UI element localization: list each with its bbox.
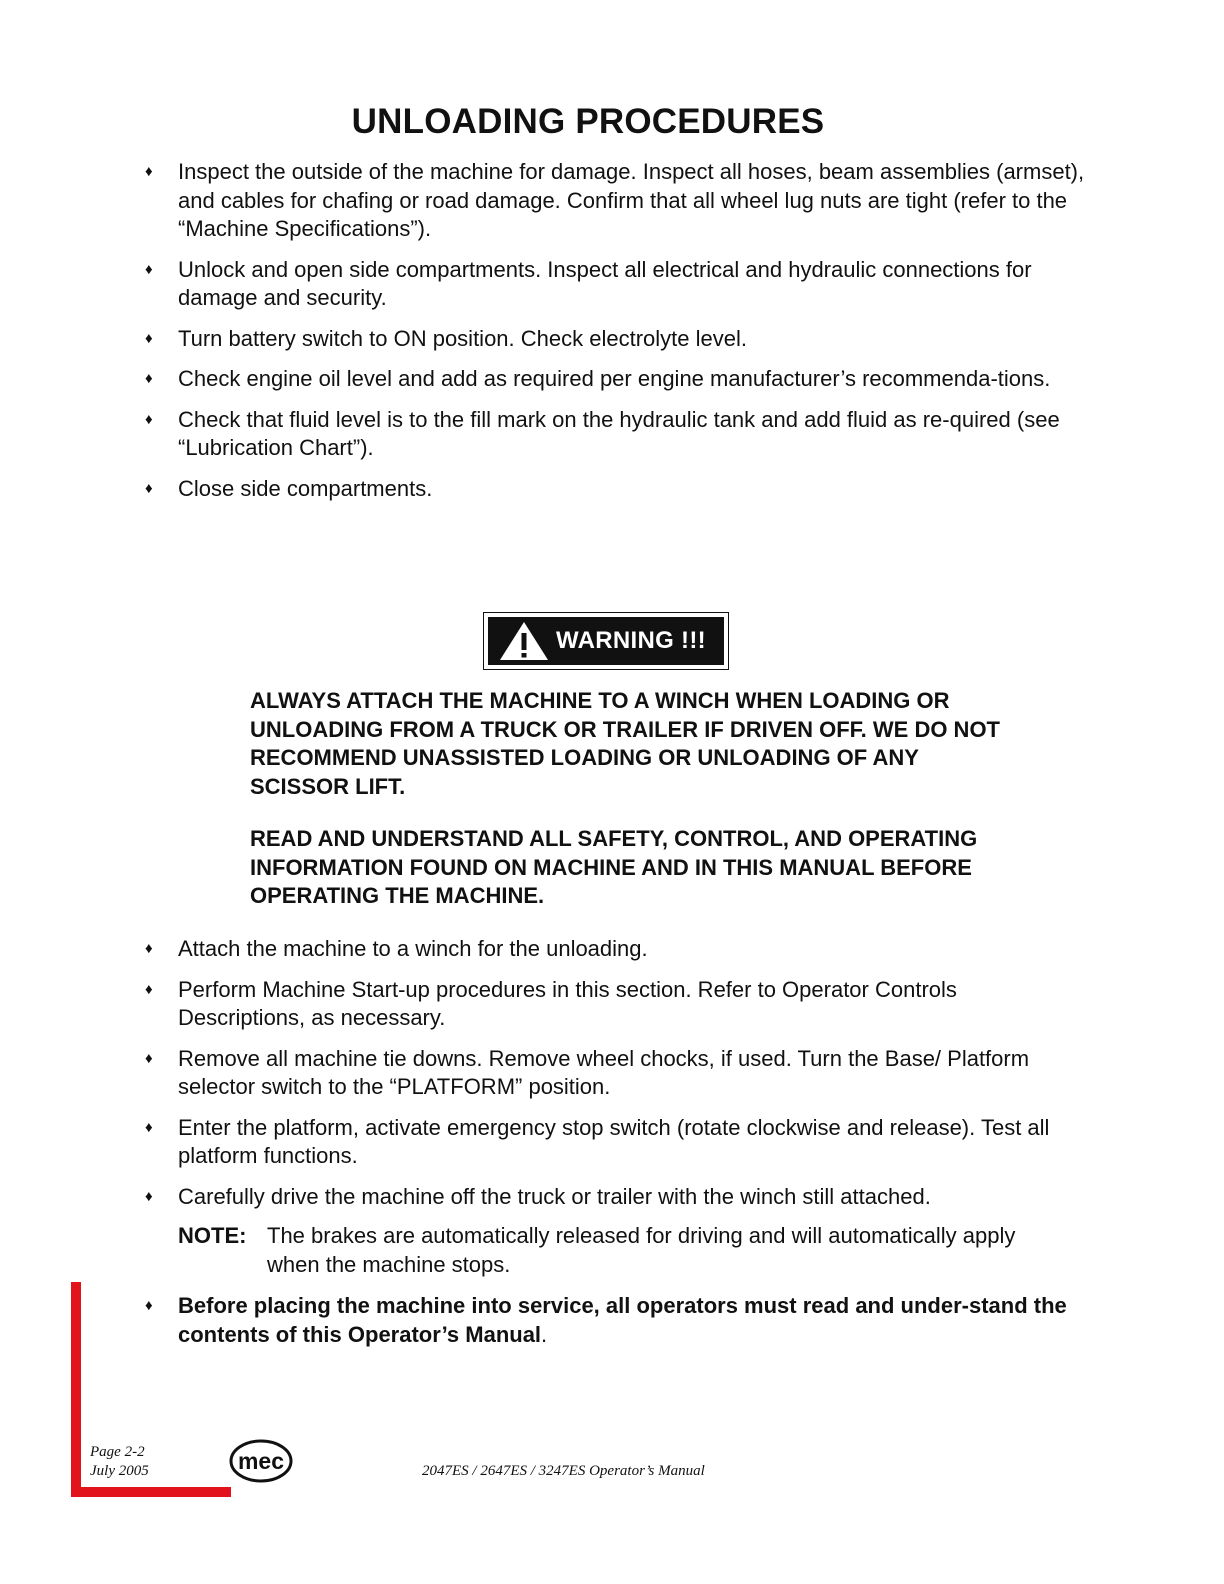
diamond-bullet-icon: ♦ (145, 1049, 153, 1067)
diamond-bullet-icon: ♦ (145, 1297, 153, 1314)
list-item: ♦ Before placing the machine into service, all operators must read and under-stand the contents of this Operator’s Manual. (145, 1293, 1067, 1347)
unloading-steps-list (145, 935, 1085, 1223)
list-item: ♦ Turn battery switch to ON position. Check electrolyte level. (145, 325, 1085, 354)
list-item: ♦ Carefully drive the machine off the truck or trailer with the winch still attached. (145, 1183, 1085, 1212)
list-item: ♦ Check that fluid level is to the fill mark on the hydraulic tank and add fluid as re-quired (see “Lubrication Chart”). (145, 406, 1060, 460)
diamond-bullet-icon: ♦ (145, 1187, 153, 1205)
svg-text:mec: mec (237, 1448, 285, 1474)
diamond-bullet-icon: ♦ (145, 329, 153, 347)
diamond-bullet-icon: ♦ (145, 410, 153, 428)
warning-banner (483, 612, 729, 670)
list-item: ♦ Close side compartments. (145, 475, 1085, 504)
diamond-bullet-icon: ♦ (145, 260, 153, 278)
inspection-list (145, 158, 1085, 515)
diamond-bullet-icon: ♦ (145, 980, 153, 998)
footer-date: July 2005 (90, 1463, 149, 1479)
list-item: ♦ Perform Machine Start-up procedures in this section. Refer to Operator Controls Descriptions, as necessary. (145, 976, 957, 1030)
diamond-bullet-icon: ♦ (145, 479, 153, 497)
diamond-bullet-icon: ♦ (145, 1118, 153, 1136)
diamond-bullet-icon: ♦ (145, 163, 153, 180)
accent-bar-horizontal (71, 1487, 231, 1497)
list-item: ♦ Attach the machine to a winch for the unloading. (145, 935, 1085, 964)
list-item: ♦ Remove all machine tie downs. Remove wheel chocks, if used. Turn the Base/ Platform selector switch to the “PLATFORM” position. (145, 1045, 1030, 1099)
warning-label: WARNING !!! (556, 627, 706, 654)
list-item: ♦ Unlock and open side compartments. Inspect all electrical and hydraulic connections for damage and security. (145, 256, 1032, 310)
final-list (145, 1292, 1085, 1361)
list-item: ♦ Check engine oil level and add as required per engine manufacturer’s recommenda-tions. (145, 365, 1085, 394)
note-block (178, 1222, 1058, 1279)
note-text: The brakes are automatically released for driving and will automatically apply when the machine stops. (267, 1223, 1016, 1277)
list-item: ♦ Enter the platform, activate emergency stop switch (rotate clockwise and release). Test all platform functions. (145, 1114, 1050, 1168)
footer-manual-title: 2047ES / 2647ES / 3247ES Operator’s Manual (422, 1463, 705, 1479)
final-item-text: Before placing the machine into service, all operators must read and under-stand the contents of this Operator’s Manual (178, 1293, 1067, 1347)
accent-bar-vertical (71, 1282, 81, 1497)
warning-triangle-icon (498, 620, 550, 662)
page-number: Page 2-2 (90, 1444, 145, 1460)
warning-text-winch: ALWAYS ATTACH THE MACHINE TO A WINCH WHEN LOADING OR UNLOADING FROM A TRUCK OR TRAILER IF DRIVEN OFF. WE DO NOT RECOMMEND UNASSISTED LOADING OR UNLOADING OF ANY SCISSOR LIFT. (250, 688, 1000, 799)
page-title: UNLOADING PROCEDURES (351, 102, 825, 141)
warning-text-read-manual: READ AND UNDERSTAND ALL SAFETY, CONTROL, AND OPERATING INFORMATION FOUND ON MACHINE AND IN THIS MANUAL BEFORE OPERATING THE MACHINE. (250, 826, 978, 909)
diamond-bullet-icon: ♦ (145, 940, 153, 957)
mec-logo (228, 1438, 294, 1484)
note-label: NOTE: (178, 1223, 247, 1248)
footer-page-info (90, 1443, 149, 1481)
diamond-bullet-icon: ♦ (145, 370, 153, 387)
list-item: ♦ Inspect the outside of the machine for damage. Inspect all hoses, beam assemblies (armset), and cables for chafing or road damage. Confirm that all wheel lug nuts are tight (refer to the “Machine Specifications”). (145, 159, 1085, 241)
